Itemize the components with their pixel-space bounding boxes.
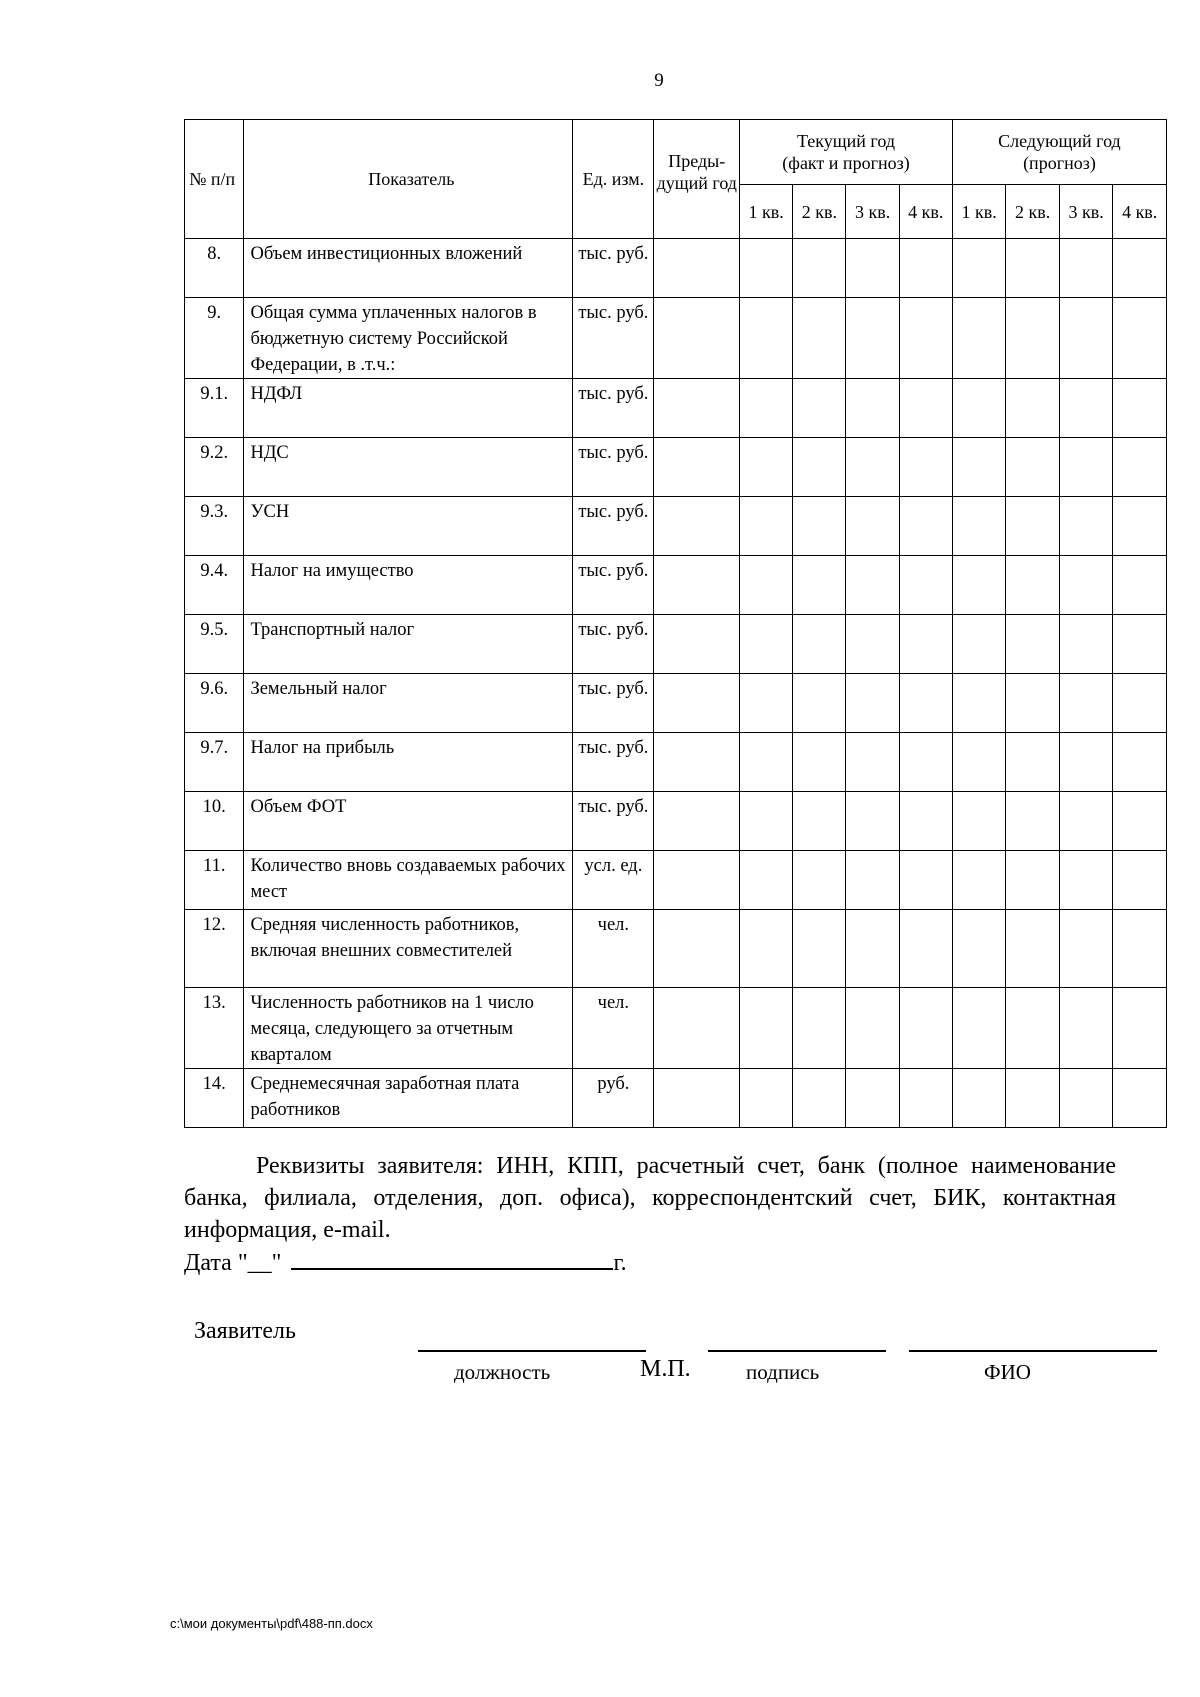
row-unit: тыс. руб.	[573, 497, 654, 556]
date-year-suffix: г.	[613, 1250, 627, 1276]
quarter-header-current-3: 3 кв.	[846, 185, 899, 239]
next-year-q4-cell[interactable]	[1113, 615, 1167, 674]
next-year-q4-cell[interactable]	[1113, 851, 1167, 910]
row-unit: руб.	[573, 1069, 654, 1128]
prev-year-cell[interactable]	[654, 497, 740, 556]
next-year-q1-cell[interactable]	[952, 988, 1006, 1069]
row-indicator-name: Объем инвестиционных вложений	[244, 239, 573, 298]
next-year-q1-cell[interactable]	[952, 733, 1006, 792]
prev-year-cell[interactable]	[654, 239, 740, 298]
row-indicator-name: НДС	[244, 438, 573, 497]
current-year-q4-cell[interactable]	[899, 1069, 952, 1128]
fio-field[interactable]	[909, 1350, 1157, 1352]
current-year-q2-cell[interactable]	[793, 674, 846, 733]
stamp-label: М.П.	[640, 1356, 691, 1382]
current-year-q1-cell[interactable]	[740, 298, 793, 379]
current-year-q1-cell[interactable]	[740, 674, 793, 733]
row-indicator-name: Численность работников на 1 число месяца, следующего за отчетным кварталом	[244, 988, 573, 1069]
header-indicator: Показатель	[244, 120, 573, 239]
header-unit: Ед. изм.	[573, 120, 654, 239]
next-year-q2-cell[interactable]	[1006, 988, 1060, 1069]
next-year-q1-cell[interactable]	[952, 674, 1006, 733]
next-year-q4-cell[interactable]	[1113, 910, 1167, 988]
row-number: 9.2.	[185, 438, 244, 497]
next-year-q4-cell[interactable]	[1113, 1069, 1167, 1128]
row-indicator-name: Среднемесячная заработная плата работников	[244, 1069, 573, 1128]
row-indicator-name: Количество вновь создаваемых рабочих мест	[244, 851, 573, 910]
next-year-q3-cell[interactable]	[1059, 379, 1113, 438]
row-number: 12.	[185, 910, 244, 988]
row-unit: тыс. руб.	[573, 615, 654, 674]
current-year-q1-cell[interactable]	[740, 239, 793, 298]
table-row	[185, 379, 1167, 438]
next-year-q1-cell[interactable]	[952, 497, 1006, 556]
current-year-q3-cell[interactable]	[846, 298, 899, 379]
next-year-q4-cell[interactable]	[1113, 733, 1167, 792]
requisites-text: Реквизиты заявителя: ИНН, КПП, расчетный счет, банк (полное наименование банка, филиала, отделения, доп. офиса), корреспондентский счет, БИК, контактная информация, e-mail.	[184, 1153, 1116, 1243]
next-year-q1-cell[interactable]	[952, 792, 1006, 851]
row-indicator-name: Земельный налог	[244, 674, 573, 733]
current-year-q1-cell[interactable]	[740, 497, 793, 556]
current-year-q2-cell[interactable]	[793, 851, 846, 910]
current-year-q3-cell[interactable]	[846, 851, 899, 910]
next-year-q3-cell[interactable]	[1059, 239, 1113, 298]
current-year-q4-cell[interactable]	[899, 988, 952, 1069]
row-indicator-name: Средняя численность работников, включая внешних совместителей	[244, 910, 573, 988]
current-year-q4-cell[interactable]	[899, 674, 952, 733]
next-year-q3-cell[interactable]	[1059, 988, 1113, 1069]
next-year-q4-cell[interactable]	[1113, 379, 1167, 438]
quarter-header-current-1: 1 кв.	[740, 185, 793, 239]
row-number: 10.	[185, 792, 244, 851]
current-year-q2-cell[interactable]	[793, 792, 846, 851]
quarter-header-next-3: 3 кв.	[1059, 185, 1113, 239]
next-year-q2-cell[interactable]	[1006, 674, 1060, 733]
current-year-q4-cell[interactable]	[899, 438, 952, 497]
table-row	[185, 1069, 1167, 1128]
current-year-q3-cell[interactable]	[846, 438, 899, 497]
next-year-q1-cell[interactable]	[952, 851, 1006, 910]
current-year-q2-cell[interactable]	[793, 497, 846, 556]
table-row	[185, 792, 1167, 851]
next-year-q4-cell[interactable]	[1113, 674, 1167, 733]
next-year-q1-cell[interactable]	[952, 556, 1006, 615]
current-year-q2-cell[interactable]	[793, 1069, 846, 1128]
current-year-q3-cell[interactable]	[846, 910, 899, 988]
next-year-q3-cell[interactable]	[1059, 910, 1113, 988]
next-year-q3-cell[interactable]	[1059, 674, 1113, 733]
current-year-q4-cell[interactable]	[899, 379, 952, 438]
prev-year-cell[interactable]	[654, 379, 740, 438]
current-year-q4-cell[interactable]	[899, 497, 952, 556]
prev-year-cell[interactable]	[654, 1069, 740, 1128]
row-number: 11.	[185, 851, 244, 910]
indicators-table	[184, 119, 1167, 1128]
next-year-q1-cell[interactable]	[952, 379, 1006, 438]
next-year-q3-cell[interactable]	[1059, 556, 1113, 615]
header-prev-year: Преды- дущий год	[654, 120, 740, 239]
quarter-header-next-4: 4 кв.	[1113, 185, 1167, 239]
table-row	[185, 438, 1167, 497]
next-year-q2-cell[interactable]	[1006, 438, 1060, 497]
row-unit: тыс. руб.	[573, 556, 654, 615]
quarter-header-current-4: 4 кв.	[899, 185, 952, 239]
table-row	[185, 910, 1167, 988]
header-current-year: Текущий год (факт и прогноз)	[740, 120, 953, 185]
prev-year-cell[interactable]	[654, 733, 740, 792]
current-year-q1-cell[interactable]	[740, 851, 793, 910]
current-year-q2-cell[interactable]	[793, 910, 846, 988]
row-number: 9.3.	[185, 497, 244, 556]
table-row	[185, 615, 1167, 674]
current-year-q1-cell[interactable]	[740, 733, 793, 792]
current-year-q3-cell[interactable]	[846, 497, 899, 556]
prev-year-cell[interactable]	[654, 615, 740, 674]
row-unit: тыс. руб.	[573, 379, 654, 438]
current-year-q3-cell[interactable]	[846, 674, 899, 733]
header-num: № п/п	[185, 120, 244, 239]
row-indicator-name: Общая сумма уплаченных налогов в бюджетную систему Российской Федерации, в .т.ч.:	[244, 298, 573, 379]
row-unit: тыс. руб.	[573, 733, 654, 792]
row-unit: чел.	[573, 988, 654, 1069]
row-indicator-name: Налог на имущество	[244, 556, 573, 615]
row-number: 9.1.	[185, 379, 244, 438]
current-year-q4-cell[interactable]	[899, 792, 952, 851]
current-year-q2-cell[interactable]	[793, 988, 846, 1069]
table-row	[185, 239, 1167, 298]
current-year-q3-cell[interactable]	[846, 556, 899, 615]
current-year-q2-cell[interactable]	[793, 615, 846, 674]
next-year-q3-cell[interactable]	[1059, 615, 1113, 674]
table-row	[185, 556, 1167, 615]
row-indicator-name: Налог на прибыль	[244, 733, 573, 792]
row-number: 8.	[185, 239, 244, 298]
row-number: 9.6.	[185, 674, 244, 733]
row-unit: тыс. руб.	[573, 239, 654, 298]
table-row	[185, 733, 1167, 792]
next-year-q1-cell[interactable]	[952, 1069, 1006, 1128]
next-year-q1-cell[interactable]	[952, 615, 1006, 674]
page-number: 9	[654, 70, 664, 91]
next-year-q3-cell[interactable]	[1059, 497, 1113, 556]
next-year-q1-cell[interactable]	[952, 910, 1006, 988]
next-year-q4-cell[interactable]	[1113, 497, 1167, 556]
next-year-q3-cell[interactable]	[1059, 792, 1113, 851]
date-field[interactable]	[291, 1250, 613, 1270]
row-number: 14.	[185, 1069, 244, 1128]
date-label: Дата "__"	[184, 1250, 282, 1276]
prev-year-cell[interactable]	[654, 674, 740, 733]
current-year-q1-cell[interactable]	[740, 910, 793, 988]
next-year-q2-cell[interactable]	[1006, 910, 1060, 988]
current-year-q1-cell[interactable]	[740, 792, 793, 851]
current-year-q3-cell[interactable]	[846, 615, 899, 674]
current-year-q1-cell[interactable]	[740, 379, 793, 438]
row-indicator-name: УСН	[244, 497, 573, 556]
row-unit: усл. ед.	[573, 851, 654, 910]
next-year-q4-cell[interactable]	[1113, 988, 1167, 1069]
next-year-q4-cell[interactable]	[1113, 239, 1167, 298]
header-next-year: Следующий год (прогноз)	[952, 120, 1166, 185]
next-year-q3-cell[interactable]	[1059, 851, 1113, 910]
current-year-q4-cell[interactable]	[899, 298, 952, 379]
row-unit: тыс. руб.	[573, 792, 654, 851]
table-row	[185, 497, 1167, 556]
position-label: должность	[454, 1360, 551, 1384]
current-year-q2-cell[interactable]	[793, 733, 846, 792]
current-year-q3-cell[interactable]	[846, 792, 899, 851]
table-header-row	[185, 120, 1167, 185]
current-year-q1-cell[interactable]	[740, 1069, 793, 1128]
next-year-q2-cell[interactable]	[1006, 379, 1060, 438]
next-year-q2-cell[interactable]	[1006, 851, 1060, 910]
next-year-q1-cell[interactable]	[952, 438, 1006, 497]
position-field[interactable]	[418, 1350, 646, 1352]
table-row	[185, 851, 1167, 910]
row-indicator-name: НДФЛ	[244, 379, 573, 438]
footer-file-path: c:\мои документы\pdf\488-пп.docx	[170, 1616, 373, 1631]
next-year-q3-cell[interactable]	[1059, 298, 1113, 379]
next-year-q2-cell[interactable]	[1006, 1069, 1060, 1128]
next-year-q3-cell[interactable]	[1059, 733, 1113, 792]
row-unit: тыс. руб.	[573, 438, 654, 497]
next-year-q2-cell[interactable]	[1006, 497, 1060, 556]
next-year-q4-cell[interactable]	[1113, 556, 1167, 615]
quarter-header-next-1: 1 кв.	[952, 185, 1006, 239]
current-year-q1-cell[interactable]	[740, 988, 793, 1069]
current-year-q3-cell[interactable]	[846, 988, 899, 1069]
current-year-q1-cell[interactable]	[740, 615, 793, 674]
next-year-q2-cell[interactable]	[1006, 615, 1060, 674]
fio-label: ФИО	[984, 1360, 1031, 1384]
current-year-q4-cell[interactable]	[899, 615, 952, 674]
row-unit: чел.	[573, 910, 654, 988]
next-year-q2-cell[interactable]	[1006, 239, 1060, 298]
prev-year-cell[interactable]	[654, 556, 740, 615]
prev-year-cell[interactable]	[654, 910, 740, 988]
table-row	[185, 674, 1167, 733]
current-year-q2-cell[interactable]	[793, 298, 846, 379]
current-year-q1-cell[interactable]	[740, 556, 793, 615]
next-year-q3-cell[interactable]	[1059, 1069, 1113, 1128]
quarter-header-current-2: 2 кв.	[793, 185, 846, 239]
quarter-header-next-2: 2 кв.	[1006, 185, 1060, 239]
current-year-q1-cell[interactable]	[740, 438, 793, 497]
current-year-q3-cell[interactable]	[846, 239, 899, 298]
current-year-q4-cell[interactable]	[899, 556, 952, 615]
next-year-q2-cell[interactable]	[1006, 298, 1060, 379]
prev-year-cell[interactable]	[654, 438, 740, 497]
current-year-q4-cell[interactable]	[899, 910, 952, 988]
current-year-q2-cell[interactable]	[793, 556, 846, 615]
applicant-label: Заявитель	[194, 1318, 296, 1344]
prev-year-cell[interactable]	[654, 988, 740, 1069]
signature-field[interactable]	[708, 1350, 886, 1352]
current-year-q4-cell[interactable]	[899, 239, 952, 298]
next-year-q1-cell[interactable]	[952, 239, 1006, 298]
row-number: 9.4.	[185, 556, 244, 615]
row-number: 9.	[185, 298, 244, 379]
row-unit: тыс. руб.	[573, 674, 654, 733]
prev-year-cell[interactable]	[654, 851, 740, 910]
row-number: 9.7.	[185, 733, 244, 792]
current-year-q2-cell[interactable]	[793, 239, 846, 298]
next-year-q2-cell[interactable]	[1006, 792, 1060, 851]
next-year-q4-cell[interactable]	[1113, 792, 1167, 851]
next-year-q2-cell[interactable]	[1006, 556, 1060, 615]
row-indicator-name: Транспортный налог	[244, 615, 573, 674]
table-row	[185, 298, 1167, 379]
current-year-q3-cell[interactable]	[846, 1069, 899, 1128]
current-year-q2-cell[interactable]	[793, 379, 846, 438]
next-year-q4-cell[interactable]	[1113, 438, 1167, 497]
table-row	[185, 988, 1167, 1069]
current-year-q4-cell[interactable]	[899, 733, 952, 792]
current-year-q4-cell[interactable]	[899, 851, 952, 910]
current-year-q2-cell[interactable]	[793, 438, 846, 497]
row-number: 13.	[185, 988, 244, 1069]
row-unit: тыс. руб.	[573, 298, 654, 379]
row-indicator-name: Объем ФОТ	[244, 792, 573, 851]
next-year-q3-cell[interactable]	[1059, 438, 1113, 497]
date-line	[184, 1250, 627, 1277]
signature-label: подпись	[746, 1360, 820, 1384]
prev-year-cell[interactable]	[654, 298, 740, 379]
row-number: 9.5.	[185, 615, 244, 674]
current-year-q3-cell[interactable]	[846, 733, 899, 792]
next-year-q4-cell[interactable]	[1113, 298, 1167, 379]
prev-year-cell[interactable]	[654, 792, 740, 851]
current-year-q3-cell[interactable]	[846, 379, 899, 438]
next-year-q1-cell[interactable]	[952, 298, 1006, 379]
next-year-q2-cell[interactable]	[1006, 733, 1060, 792]
